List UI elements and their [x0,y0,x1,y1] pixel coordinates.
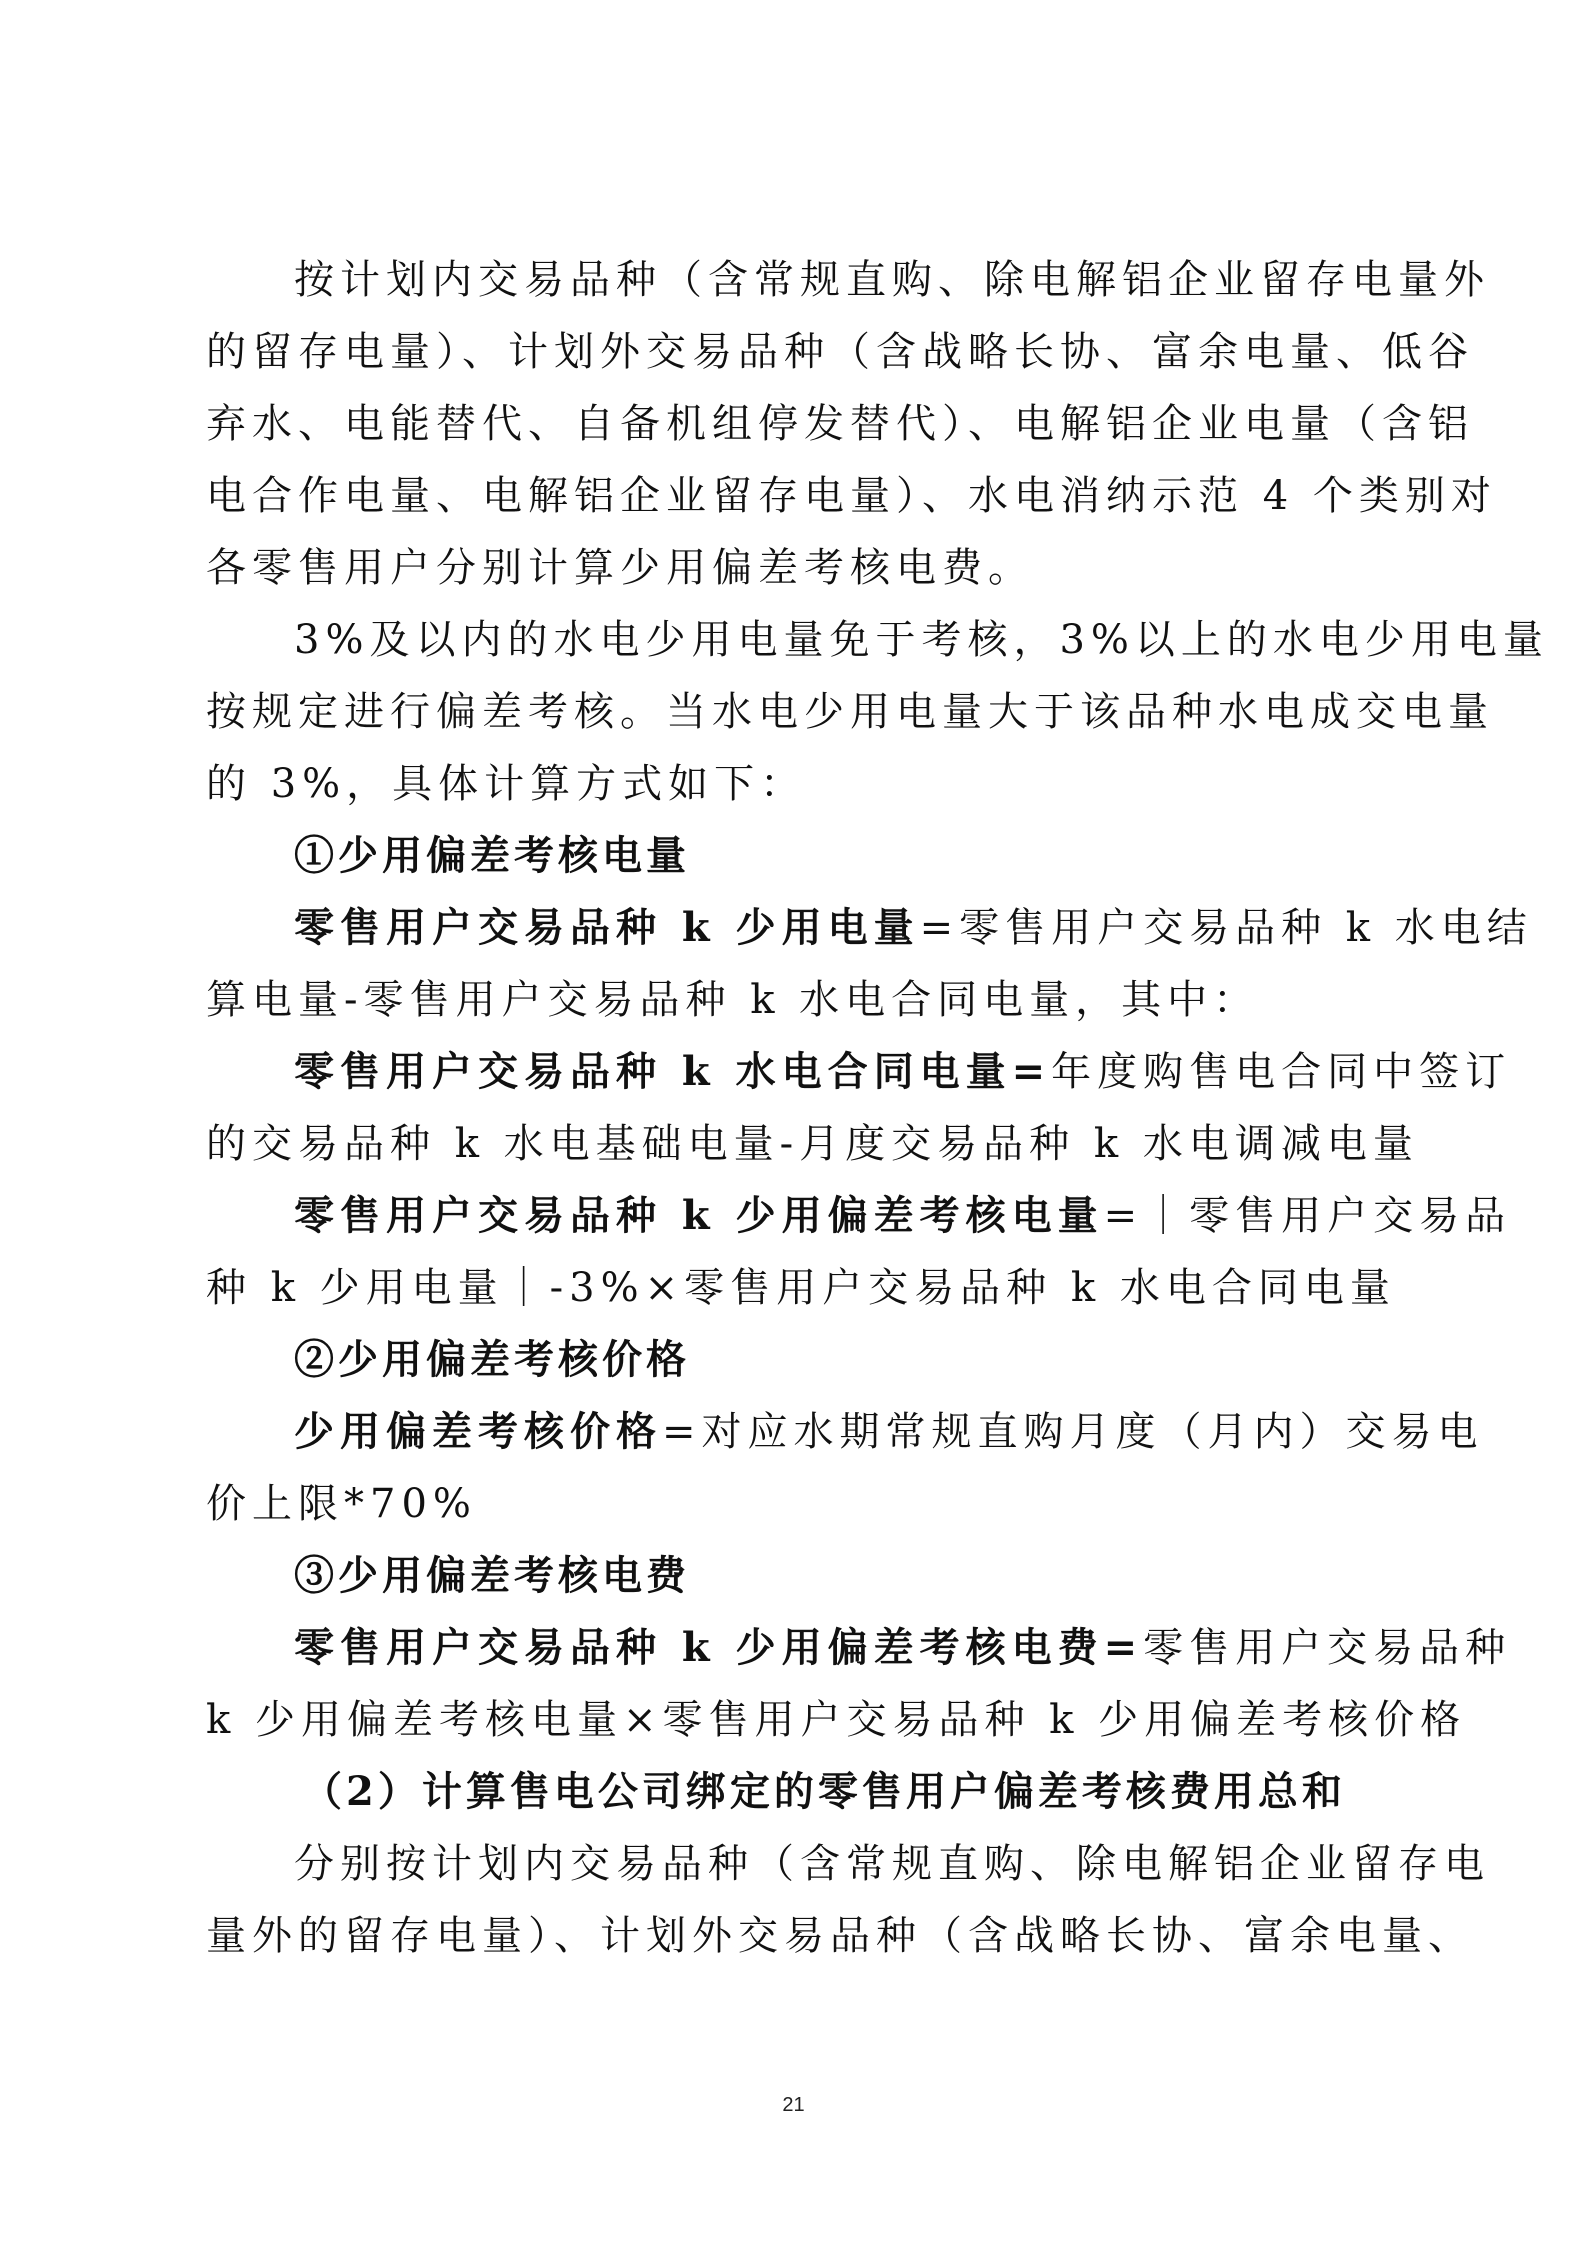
bold-term: 零售用户交易品种 k 水电合同电量= [294,1048,1052,1095]
bold-term: 零售用户交易品种 k 少用偏差考核电量 [294,1192,1104,1239]
paragraph-line [206,1396,1484,1468]
paragraph-line [206,1900,1474,1972]
line-text: 量外的留存电量）、计划外交易品种（含战略长协、富余电量、 [206,1913,1474,1959]
paragraph-line [206,892,1533,964]
line-text: 的留存电量）、计划外交易品种（含战略长协、富余电量、低谷 [206,329,1474,375]
line-text: 算电量-零售用户交易品种 k 水电合同电量，其中： [206,977,1260,1023]
line-text: 各零售用户分别计算少用偏差考核电费。 [206,545,1034,591]
paragraph-line [206,604,1549,676]
line-text: =｜零售用户交易品 [1103,1193,1512,1239]
paragraph-line [206,1612,1512,1684]
paragraph-line [206,1180,1512,1252]
line-text: 零售用户交易品种 [1143,1625,1512,1671]
line-text: 按规定进行偏差考核。当水电少用电量大于该品种水电成交电量 [206,689,1494,735]
paragraph-line [206,244,1490,316]
line-text: 的交易品种 k 水电基础电量-月度交易品种 k 水电调减电量 [206,1121,1419,1167]
line-text: ①少用偏差考核电量 [294,832,690,879]
paragraph-line [206,1684,1467,1756]
section-heading [206,1324,1386,1396]
line-text: 年度购售电合同中签订 [1051,1049,1512,1095]
paragraph-line [206,316,1474,388]
line-text: ②少用偏差考核价格 [294,1336,690,1383]
bold-term: 零售用户交易品种 k 少用偏差考核电费= [294,1624,1144,1671]
line-text: 电合作电量、电解铝企业留存电量）、水电消纳示范 4 个类别对 [206,473,1497,519]
paragraph-line [206,1252,1396,1324]
line-text: 分别按计划内交易品种（含常规直购、除电解铝企业留存电 [294,1841,1490,1887]
line-text: 价上限*70% [206,1481,477,1527]
paragraph-line [206,1036,1512,1108]
page-number: 21 [782,2094,805,2116]
bold-term: 零售用户交易品种 k 少用电量 [294,904,920,951]
paragraph-line [206,1468,1386,1540]
paragraph-line [206,460,1497,532]
document-body [206,244,1549,1972]
section-heading [206,1540,1386,1612]
line-text: 弃水、电能替代、自备机组停发替代）、电解铝企业电量（含铝 [206,401,1474,447]
paragraph-line [206,1108,1419,1180]
subsection-heading [206,1756,1386,1828]
line-text: =零售用户交易品种 k 水电结 [919,905,1533,951]
line-text: 种 k 少用电量｜-3%×零售用户交易品种 k 水电合同电量 [206,1265,1396,1311]
line-text: 的 3%，具体计算方式如下： [206,761,807,807]
line-text: ③少用偏差考核电费 [294,1552,690,1599]
line-text: k 少用偏差考核电量×零售用户交易品种 k 少用偏差考核价格 [206,1697,1467,1743]
section-heading [206,820,1386,892]
paragraph-line [206,964,1386,1036]
line-text: 3%及以内的水电少用电量免于考核，3%以上的水电少用电量 [294,617,1549,663]
paragraph-line [206,676,1494,748]
line-text: =对应水期常规直购月度（月内）交易电 [662,1409,1484,1455]
paragraph-line [206,388,1474,460]
line-text: （2）计算售电公司绑定的零售用户偏差考核费用总和 [302,1768,1346,1815]
bold-term: 少用偏差考核价格 [294,1408,662,1455]
paragraph-line [206,1828,1490,1900]
paragraph-line [206,532,1386,604]
line-text: 按计划内交易品种（含常规直购、除电解铝企业留存电量外 [294,257,1490,303]
paragraph-line [206,748,1386,820]
